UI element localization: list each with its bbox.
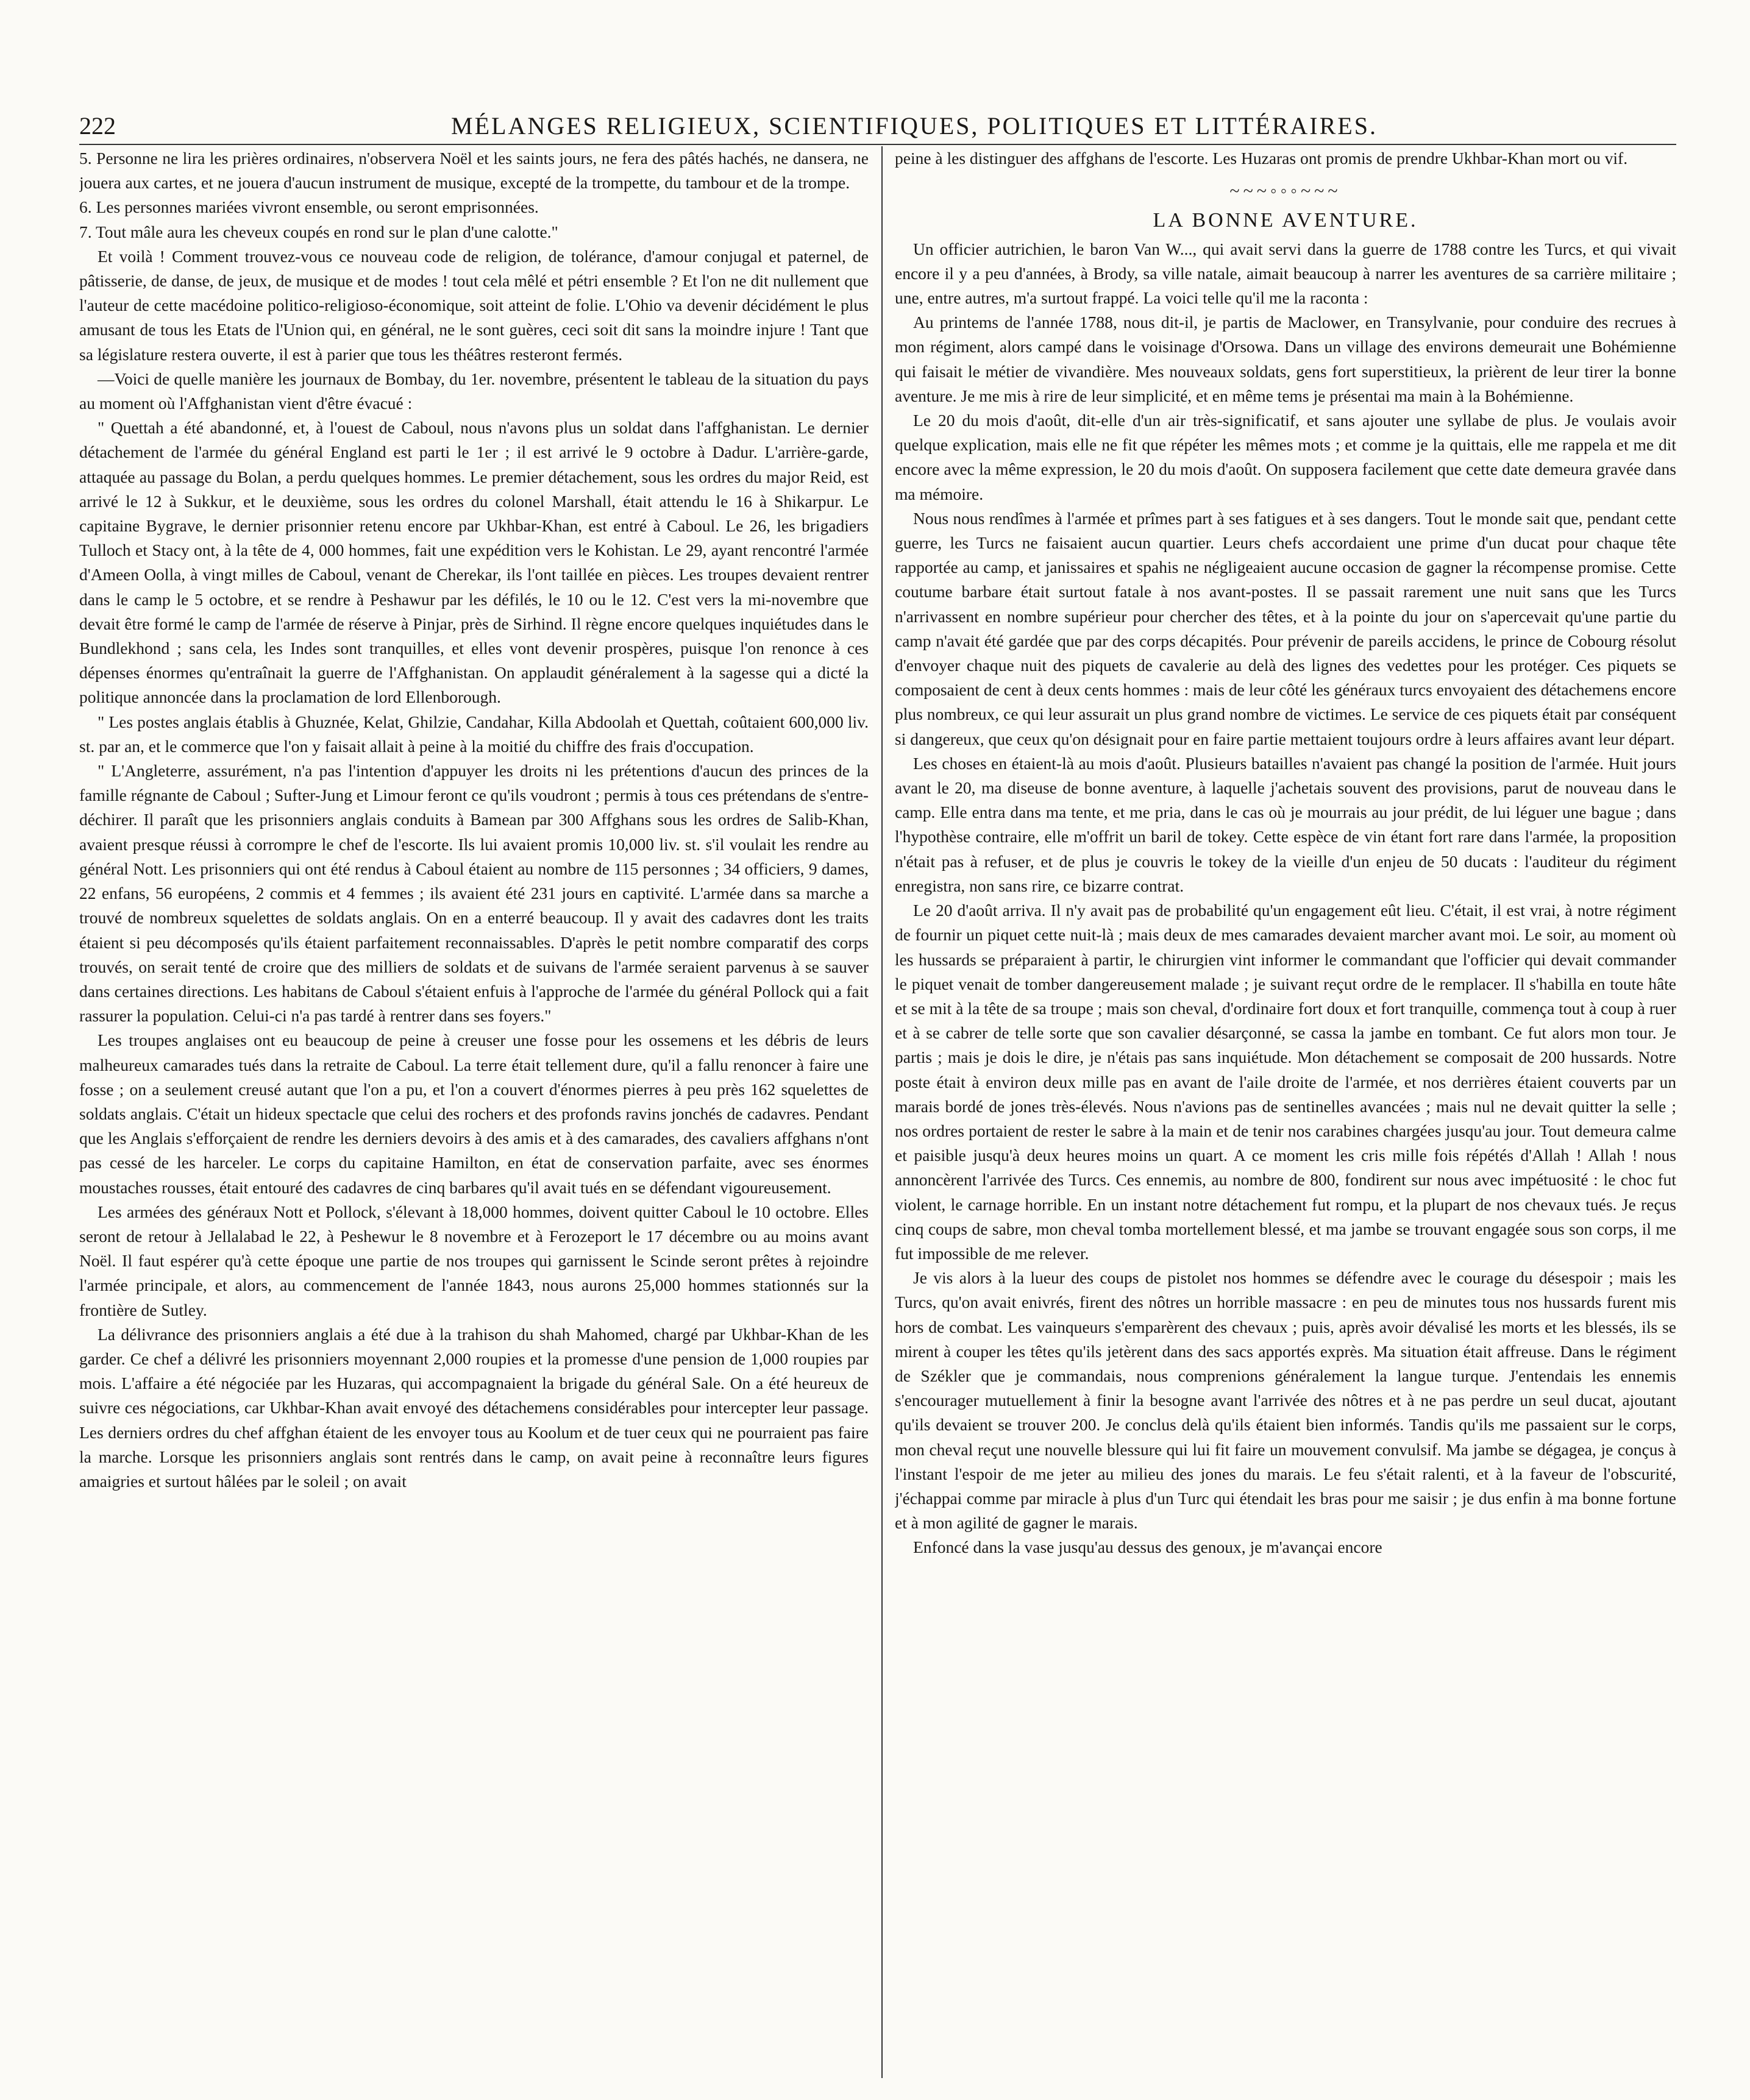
paragraph: 7. Tout mâle aura les cheveux coupés en rond sur le plan d'une calotte." [79,222,558,241]
paragraph: Le 20 d'août arriva. Il n'y avait pas de probabilité qu'un engagement eût lieu. C'était, il est vrai, à notre régiment de fournir un piquet cette nuit-là ; mais deux de mes camarades devaient marcher avant moi. Le soir, au moment où les hussards se préparaient à partir, le chirurgien vint informer le commandant que l'officier qui devait commander le piquet venait de tomber dangereusement malade ; je suivant reçut ordre de le remplacer. Il s'habilla en toute hâte et se mit à la tête de sa troupe ; mais son cheval, d'ordinaire fort doux et fort tranquille, commença tout à coup à ruer et à se cabrer de telle sorte que son cavalier désarçonné, se cassa la jambe en tombant. Ce fut alors mon tour. Je partis ; mais je dois le dire, je n'étais pas sans inquiétude. Mon détachement se composait de 200 hussards. Notre poste était à environ deux mille pas en avant de l'aile droite de l'armée, et nos derrières étaient couverts par un marais bordé de jones très-élevés. Nous n'avions pas de sentinelles avancées ; mais nul ne devait quitter la selle ; nos ordres portaient de rester le sabre à la main et de tenir nos carabines chargées jusqu'au jour. Tout demeura calme et paisible jusqu'à deux heures moins un quart. A ce moment les cris mille fois répétés d'Allah ! Allah ! nous annoncèrent l'arrivée des Turcs. Ces ennemis, au nombre de 800, fondirent sur nous avec impétuosité : le choc fut violent, le carnage horrible. En un instant notre détachement fut rompu, et la plupart de nos chevaux tués. Je reçus cinq coups de sabre, mon cheval tomba mortellement blessé, et ma jambe se trouvant engagée sous son corps, il me fut impossible de me relever. [895,901,1676,1263]
paragraph: 6. Les personnes mariées vivront ensemble, ou seront emprisonnées. [79,197,539,217]
paragraph: 5. Personne ne lira les prières ordinaires, n'observera Noël et les saints jours, ne fera des pâtés hachés, ne dansera, ne jouera aux cartes, et ne jouera d'aucun instrument de musique, excepté de la trompette, du tambour et de la trompe. [79,149,869,193]
paragraph: —Voici de quelle manière les journaux de Bombay, du 1er. novembre, présentent le tableau de la situation du pays au moment où l'Affghanistan vient d'être évacué : [79,369,869,413]
running-title: MÉLANGES RELIGIEUX, SCIENTIFIQUES, POLITIQUES ET LITTÉRAIRES. [451,112,1378,140]
page-header [79,98,1676,140]
paragraph: Un officier autrichien, le baron Van W..., qui avait servi dans la guerre de 1788 contre les Turcs, et qui vivait encore il y a peu d'années, à Brody, sa ville natale, aimait beaucoup à narrer les aventures de sa carrière militaire ; une, entre autres, m'a surtout frappé. La voici telle qu'il me la raconta : [895,239,1676,308]
page-number: 222 [79,112,116,140]
section-title: LA BONNE AVENTURE. [1153,209,1418,232]
column-divider [881,146,883,2078]
paragraph: Au printems de l'année 1788, nous dit-il, je partis de Maclower, en Transylvanie, pour conduire des recrues à mon régiment, alors campé dans le voisinage d'Orsowa. Dans un village des environs demeurait une Bohémienne qui faisait le métier de vivandière. Mes nouveaux soldats, gens fort superstitieux, la prièrent de leur tirer la bonne aventure. Je me mis à rire de leur simplicité, et en même tems je présentai ma main à la Bohémienne. [895,313,1676,405]
paragraph: peine à les distinguer des affghans de l'escorte. Les Huzaras ont promis de prendre Ukhbar-Khan mort ou vif. [895,149,1628,168]
paragraph: " Quettah a été abandonné, et, à l'ouest de Caboul, nous n'avons plus un soldat dans l'affghanistan. Le dernier détachement de l'armée du général England est parti le 1er ; il est arrivé le 9 octobre à Dadur. L'arrière-garde, attaquée au passage du Bolan, a perdu quelques hommes. Le premier détachement, sous les ordres du major Reid, est arrivé le 12 à Sukkur, et le deuxième, sous les ordres du colonel Marshall, était attendu le 16 à Shikarpur. Le capitaine Bygrave, le dernier prisonnier retenu encore par Ukhbar-Khan, est entré à Caboul. Le 26, les brigadiers Tulloch et Stacy ont, à la tête de 4, 000 hommes, fait une expédition vers le Kohistan. Le 29, ayant rencontré l'armée d'Ameen Oolla, à vingt milles de Caboul, venant de Cherekar, ils l'ont taillée en pièces. Les troupes devaient rentrer dans le camp le 5 octobre, et se rendre à Peshawur par les défilés, le 10 ou le 12. C'est vers la mi-novembre que devait être formé le camp de l'armée de réserve à Pinjar, près de Sirhind. Il règne encore quelques inquiétudes dans le Bundlekhond ; sans cela, les Indes sont tranquilles, et elles vont devenir prospères, puisque l'on renonce à ces dépenses énormes qu'entraînait la guerre de l'Affghanistan. On applaudit généralement à la sagesse qui a dicté la politique annoncée dans la proclamation de lord Ellenborough. [79,418,869,707]
ornament-divider: ~~~◦◦◦~~~ [1229,181,1342,202]
paragraph: Enfoncé dans la vase jusqu'au dessus des genoux, je m'avançai encore [913,1538,1382,1557]
paragraph: Les armées des généraux Nott et Pollock, s'élevant à 18,000 hommes, doivent quitter Caboul le 10 octobre. Elles seront de retour à Jellalabad le 22, à Peshewur le 8 novembre et à Ferozeport le 17 décembre ou au moins avant Noël. Il faut espérer qu'à cette époque une partie de nos troupes qui garnissent le Scinde seront prêtes à rejoindre l'armée principale, et alors, au commencement de l'année 1843, nous aurons 25,000 hommes stationnés sur la frontière de Sutley. [79,1202,869,1319]
paragraph: Je vis alors à la lueur des coups de pistolet nos hommes se défendre avec le courage du désespoir ; mais les Turcs, qu'on avait enivrés, firent des nôtres un horrible massacre : en peu de minutes tous nos hussards furent mis hors de combat. Les vainqueurs s'emparèrent des chevaux ; puis, après avoir dévalisé les morts et les blessés, ils se mirent à couper les têtes qu'ils jetèrent dans des sacs apportés exprès. Ma situation était affreuse. Dans le régiment de Székler que je commandais, nous comprenions généralement la langue turque. J'entendais les ennemis s'encourager mutuellement à finir la besogne avant l'arrivée des nôtres et à ne pas perdre un seul ducat, ajoutant qu'ils devaient se trouver 200. Je conclus delà qu'ils étaient bien informés. Tandis qu'ils me passaient sur le corps, mon cheval reçut une nouvelle blessure qui lui fit faire un mouvement convulsif. Ma jambe se dégagea, je conçus à l'instant l'espoir de me jeter au milieu des jones du marais. Le feu s'était ralenti, et à la faveur de l'obscurité, j'échappai comme par miracle à plus d'un Turc qui étendait les bras pour me saisir ; je dus enfin à ma bonne fortune et à mon agilité de gagner le marais. [895,1268,1676,1533]
paragraph: Et voilà ! Comment trouvez-vous ce nouveau code de religion, de tolérance, d'amour conjugal et paternel, de pâtisserie, de danse, de jeux, de musique et de modes ! tout cela mêlé et pétri ensemble ? Et l'on ne dit nullement que l'auteur de cette macédoine politico-religioso-économique, soit atteint de folie. L'Ohio va devenir décidément le plus amusant de tous les Etats de l'Union qui, en général, ne le sont guères, ceci soit dit sans la moindre injure ! Tant que sa législature restera ouverte, il est à parier que tous les théâtres resteront fermés. [79,246,869,364]
paragraph: " Les postes anglais établis à Ghuznée, Kelat, Ghilzie, Candahar, Killa Abdoolah et Quettah, coûtaient 600,000 liv. st. par an, et le commerce que l'on y faisait allait à peine à la moitié du chiffre des frais d'occupation. [79,712,869,756]
paragraph: " L'Angleterre, assurément, n'a pas l'intention d'appuyer les droits ni les prétentions d'aucun des princes de la famille régnante de Caboul ; Sufter-Jung et Limour feront ce qu'ils voudront ; permis à tous ces prétendans de s'entre-déchirer. Il paraît que les prisonniers anglais conduits à Bamean par 300 Affghans sous les ordres de Salib-Khan, avaient presque réussi à corrompre le chef de l'escorte. Ils lui avaient promis 10,000 liv. st. s'il voulait les rendre au général Nott. Les prisonniers qui ont été rendus à Caboul étaient au nombre de 115 personnes ; 34 officiers, 9 dames, 22 enfans, 56 européens, 2 commis et 4 femmes ; ils avaient été 231 jours en captivité. L'armée dans sa marche a trouvé de nombreux squelettes de soldats anglais. On en a enterré beaucoup. Il y avait des cadavres dont les traits étaient si peu décomposés qu'ils étaient parfaitement reconnaissables. D'après le petit nombre comparatif des corps trouvés, on serait tenté de croire que des milliers de soldats et de suivans de l'armée seraient parvenus à se sauver dans certaines directions. Les habitans de Caboul s'étaient enfuis à l'approche de l'armée du général Pollock qui a fait rassurer la population. Celui-ci n'a pas tardé à rentrer dans ses foyers." [79,761,869,1026]
paragraph: La délivrance des prisonniers anglais a été due à la trahison du shah Mahomed, chargé par Ukhbar-Khan de les garder. Ce chef a délivré les prisonniers moyennant 2,000 roupies et la promesse d'une pension de 1,000 roupies par mois. L'affaire a été négociée par les Huzaras, qui accompagnaient la brigade du général Sale. On a été heureux de suivre ces négociations, car Ukhbar-Khan avait envoyé des détachemens considérables pour intercepter leur passage. Les derniers ordres du chef affghan étaient de les envoyer tous au Koolum et de tuer ceux qui ne pourraient pas faire la marche. Lorsque les prisonniers anglais sont rentrés dans le camp, on avait peine à reconnaître leurs figures amaigries et surtout hâlées par le soleil ; on avait [79,1324,869,1491]
left-column [79,146,869,2078]
right-column [895,146,1676,2078]
header-rule [79,144,1676,145]
paragraph: Les choses en étaient-là au mois d'août. Plusieurs batailles n'avaient pas changé la position de l'armée. Huit jours avant le 20, ma diseuse de bonne aventure, à laquelle j'achetais souvent des provisions, parut de nouveau dans le camp. Elle entra dans ma tente, et me pria, dans le cas où je mourrais au jour prédit, de lui léguer une bague ; dans l'hypothèse contraire, elle m'offrit un baril de tokey. Cette espèce de vin étant fort rare dans l'armée, la proposition n'était pas à refuser, et de plus je couvris le tokey de la vieille d'un enjeu de 50 ducats : l'auditeur du régiment enregistra, non sans rire, ce bizarre contrat. [895,753,1676,895]
paragraph: Le 20 du mois d'août, dit-elle d'un air très-significatif, et sans ajouter une syllabe de plus. Je voulais avoir quelque explication, mais elle ne fit que répéter les mêmes mots ; et comme je la quittais, elle me rappela et me dit encore avec la même expression, le 20 du mois d'août. On supposera facilement que cette date demeura gravée dans ma mémoire. [895,411,1676,503]
paragraph: Nous nous rendîmes à l'armée et prîmes part à ses fatigues et à ses dangers. Tout le monde sait que, pendant cette guerre, les Turcs ne faisaient aucun quartier. Leurs chefs accordaient une prime d'un ducat pour chaque tête rapportée au camp, et janissaires et spahis ne négligeaient aucune occasion de gagner la récompense promise. Cette coutume barbare était surtout fatale à nos avant-postes. Il se passait rarement une nuit sans que les Turcs n'arrivassent en nombre supérieur pour chercher des têtes, et à la pointe du jour on s'apercevait qu'une partie du camp n'avait été gardée que par des corps décapités. Pour prévenir de pareils accidens, le prince de Cobourg résolut d'envoyer chaque nuit des piquets de cavalerie au delà des lignes des vedettes pour les protéger. Ces piquets se composaient de cent à deux cents hommes : mais de leur côté les généraux turcs envoyaient des détachemens encore plus nombreux, ce qui leur assurait un plus grand nombre de victimes. Le service de ces piquets était par conséquent si dangereux, que ceux qu'on désignait pour en faire partie mettaient toujours ordre à leurs affaires avant leur départ. [895,508,1676,748]
paragraph: Les troupes anglaises ont eu beaucoup de peine à creuser une fosse pour les ossemens et les débris de leurs malheureux camarades tués dans la retraite de Caboul. La terre était tellement dure, qu'il a fallu renoncer à faire une fosse ; on a seulement creusé autant que l'on a pu, et l'on a couvert d'énormes pierres à peu près 162 squelettes de soldats anglais. C'était un hideux spectacle que celui des rochers et des profonds ravins jonchés de cadavres. Pendant que les Anglais s'efforçaient de rendre les derniers devoirs à des amis et à des camarades, des cavaliers affghans n'ont pas cessé de les harceler. Le corps du capitaine Hamilton, en état de conservation parfaite, avec ses énormes moustaches rousses, était entouré des cadavres de cinq barbares qu'il avait tués en se défendant vigoureusement. [79,1030,869,1197]
